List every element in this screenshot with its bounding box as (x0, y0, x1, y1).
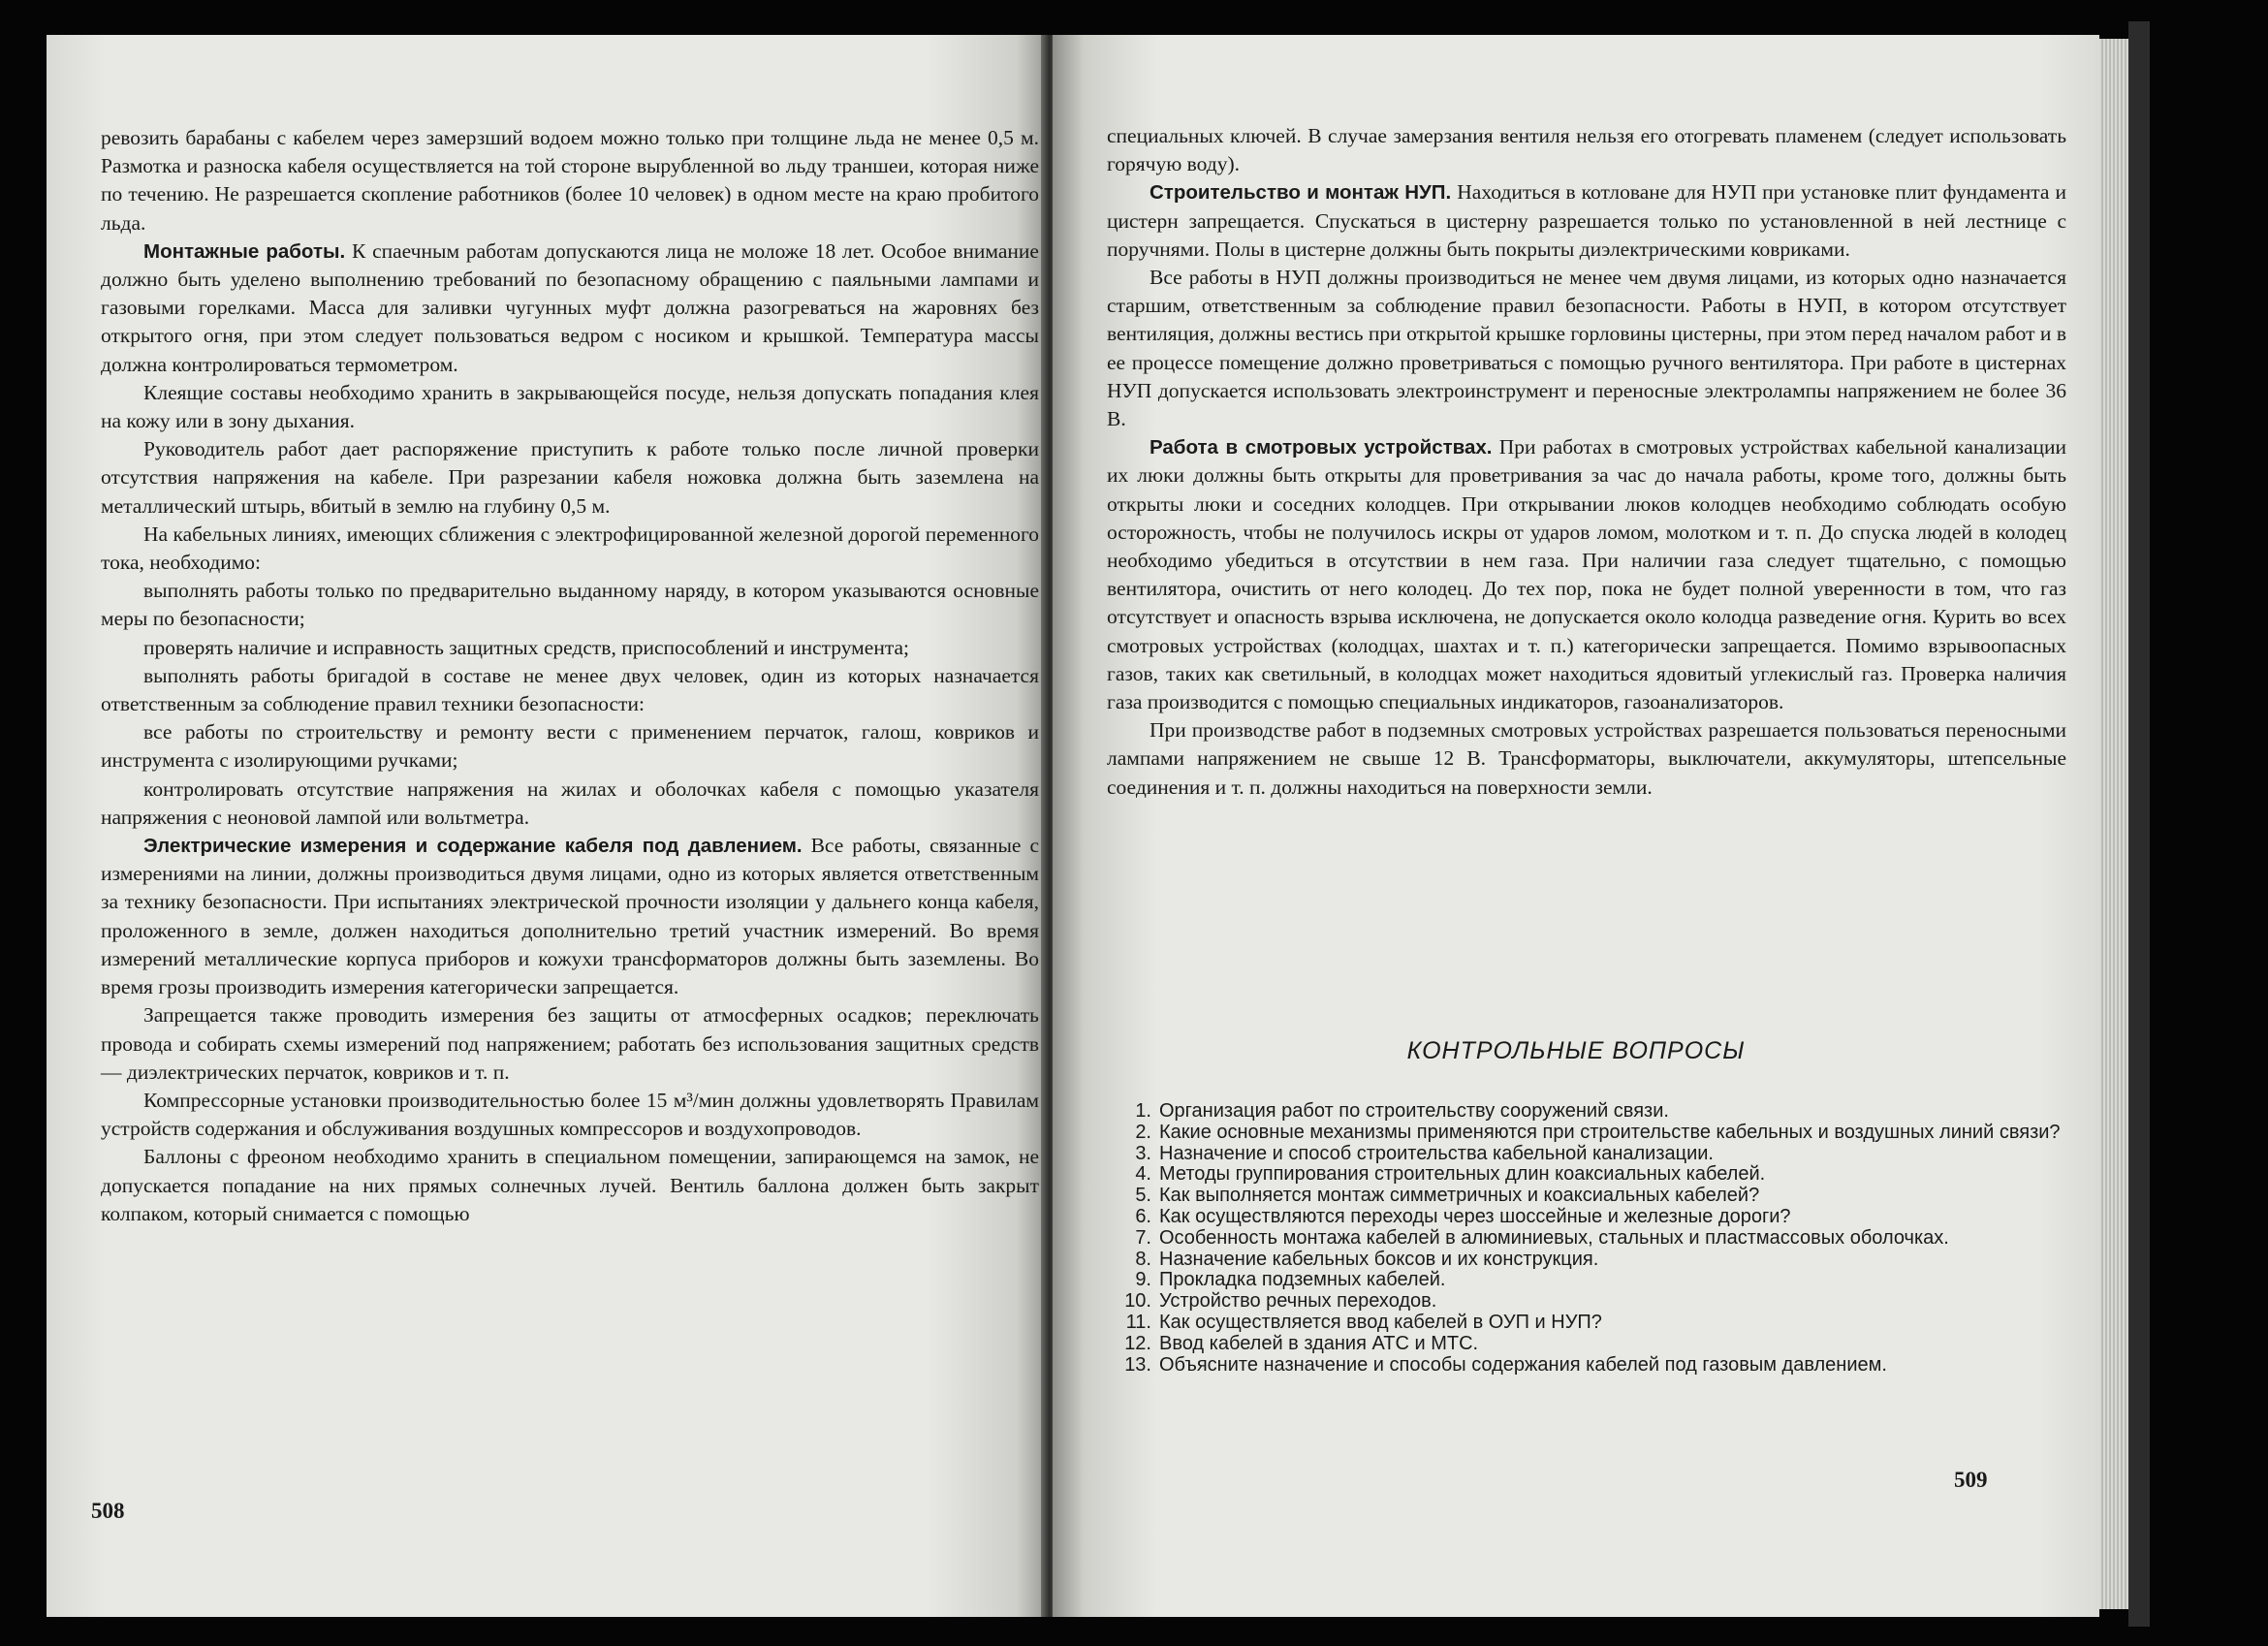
question-item (1107, 1123, 2066, 1144)
question-item (1107, 1291, 2066, 1313)
question-number: 10. (1124, 1290, 1151, 1313)
question-item (1107, 1101, 2066, 1123)
paragraph: Баллоны с фреоном необходимо хранить в специальном помещении, запирающемся на замок, не допускается попадание на них прямых солнечных лучей. Вентиль баллона должен быть закрыт колпаком, который снимается с помощью (101, 1145, 1039, 1225)
question-number: 12. (1124, 1332, 1151, 1354)
paragraph-heading: Строительство и монтаж НУП. (1150, 181, 1452, 205)
question-number: 2. (1135, 1121, 1151, 1143)
paragraph: При производстве работ в подземных смотровых устройствах разрешается пользоваться переносными лампами напряжением не свыше 12 В. Трансформаторы, выключатели, аккумуляторы, штепсельные соединения и т. п. должны находиться на поверхности земли. (1107, 718, 2066, 799)
question-item (1107, 1334, 2066, 1355)
question-number: 11. (1125, 1311, 1151, 1333)
questions-list (1107, 1101, 2066, 1376)
question-text: Как осуществляются переходы через шоссейные и железные дороги? (1159, 1205, 1791, 1227)
question-text: Объясните назначение и способы содержания кабелей под газовым давлением. (1159, 1353, 1887, 1376)
paragraph: Работа в смотровых устройствах. При работах в смотровых устройствах кабельной канализации их люки должны быть открыты для проветривания за час до начала работы, кроме того, должны быть открыты люки и соседних колодцев. При открывании люков колодцев необходимо соблюдать особую осторожность, чтобы не получилось искры от ударов ломом, молотком и т. п. До спуска людей в колодец необходимо убедиться в отсутствии в нем газа. При наличии газа следует тщательно, с помощью вентилятора, очистить от него колодец. До тех пор, пока не будет полной уверенности в том, что газ отсутствует и опасность взрыва исключена, не допускается около колодца разведение огня. Курить во всех смотровых устройствах (колодцах, шахтах и т. п.) категорически запрещается. Помимо взрывоопасных газов, таких как светильный, в колодцах может находиться ядовитый углекислый газ. Проверка наличия газа производится с помощью специальных индикаторов, газоанализаторов. (1107, 435, 2066, 714)
question-item (1107, 1270, 2066, 1291)
paragraph: Компрессорные установки производительностью более 15 м³/мин должны удовлетворять Правилам устройств содержания и обслуживания воздушных компрессоров и воздухопроводов. (101, 1088, 1039, 1141)
paragraph: Монтажные работы. К спаечным работам допускаются лица не моложе 18 лет. Особое внимание должно быть уделено выполнению требований по безопасному обращению с паяльными лампами и газовыми горелками. Масса для заливки чугунных муфт должна разогреваться на жаровнях без открытого огня, при этом следует пользоваться ведром с носиком и крышкой. Температура массы должна контролироваться термометром. (101, 238, 1039, 376)
question-text: Методы группирования строительных длин коаксиальных кабелей. (1159, 1163, 1766, 1186)
list-item: проверять наличие и исправность защитных средств, приспособлений и инструмента; (143, 635, 909, 659)
question-number: 6. (1135, 1205, 1151, 1227)
list-item: выполнять работы бригадой в составе не менее двух человек, один из которых назначается ответственным за соблюдение правил техники безопасности: (101, 663, 1039, 716)
question-number: 13. (1124, 1353, 1151, 1376)
paragraph: Запрещается также проводить измерения без защиты от атмосферных осадков; переключать провода и собирать схемы измерений под напряжением; работать без использования защитных средств — диэлектрических перчаток, ковриков и т. п. (101, 1003, 1039, 1084)
question-text: Организация работ по строительству сооружений связи. (1159, 1100, 1669, 1122)
left-page-text (101, 124, 1039, 1228)
question-item (1107, 1228, 2066, 1250)
list-item: все работы по строительству и ремонту вести с применением перчаток, галош, ковриков и инструмента с изолирующими ручками; (101, 720, 1039, 773)
question-number: 3. (1135, 1142, 1151, 1164)
question-item (1107, 1250, 2066, 1271)
question-text: Назначение кабельных боксов и их конструкция. (1159, 1248, 1599, 1270)
question-text: Какие основные механизмы применяются при строительстве кабельных и воздушных линий связи? (1159, 1121, 2061, 1143)
question-item (1107, 1164, 2066, 1186)
question-text: Особенность монтажа кабелей в алюминиевых, стальных и пластмассовых оболочках. (1159, 1226, 1949, 1249)
question-number: 5. (1135, 1185, 1151, 1207)
list-item: контролировать отсутствие напряжения на жилах и оболочках кабеля с помощью указателя напряжения с неоновой лампой или вольтметра. (101, 776, 1039, 829)
right-page (1053, 35, 2099, 1617)
page-number: 508 (91, 1499, 125, 1523)
paragraph: Строительство и монтаж НУП. Находиться в котловане для НУП при установке плит фундамента и цистерн запрещается. Спускаться в цистерну разрешается только по установленной в ней лестнице с поручнями. Полы в цистерне должны быть покрыты диэлектрическими ковриками. (1107, 180, 2067, 261)
question-text: Как выполняется монтаж симметричных и коаксиальных кабелей? (1159, 1185, 1760, 1207)
question-number: 4. (1135, 1163, 1151, 1186)
right-page-text (1107, 122, 2066, 802)
paragraph: Клеящие составы необходимо хранить в закрывающейся посуде, нельзя допускать попадания клея на кожу или в зону дыхания. (101, 380, 1039, 433)
question-text: Ввод кабелей в здания АТС и МТС. (1159, 1332, 1479, 1354)
question-text: Устройство речных переходов. (1159, 1290, 1437, 1313)
question-item (1107, 1355, 2066, 1377)
page-edges (2099, 39, 2128, 1609)
question-item (1107, 1313, 2066, 1334)
question-number: 8. (1135, 1248, 1151, 1270)
paragraph: Все работы в НУП должны производиться не менее чем двумя лицами, из которых одно назначается старшим, ответственным за соблюдение правил безопасности. Работы в НУП, в котором отсутствует вентиляция, должны вестись при открытой крышке горловины цистерны, при этом перед началом работ и в ее процессе помещение должно проветриваться с помощью ручного вентилятора. При работе в цистернах НУП допускается использовать электроинструмент и переносные электролампы напряжением не более 36 В. (1107, 266, 2066, 431)
paragraph: Электрические измерения и содержание кабеля под давлением. Все работы, связанные с измерениями на линии, должны производиться двумя лицами, одно из которых является ответственным за технику безопасности. При испытаниях электрической прочности изоляции у дальнего конца кабеля, проложенного в земле, должен находиться дополнительно третий участник измерений. Во время измерений металлические корпуса приборов и кожухи трансформаторов должны быть заземлены. Во время грозы производить измерения категорически запрещается. (101, 834, 1039, 999)
list-item: выполнять работы только по предварительно выданному наряду, в котором указываются основные меры по безопасности; (101, 579, 1039, 631)
paragraph-heading: Работа в смотровых устройствах. (1150, 436, 1493, 459)
question-number: 9. (1135, 1269, 1151, 1291)
paragraph: Руководитель работ дает распоряжение приступить к работе только после личной проверки отсутствия напряжения на кабеле. При разрезании кабеля ножовка должна быть заземлена на металлический штырь, вбитый в землю на глубину 0,5 м. (101, 437, 1039, 518)
question-number: 7. (1135, 1226, 1151, 1249)
paragraph-heading: Электрические измерения и содержание кабеля под давлением. (143, 835, 803, 858)
paragraph: специальных ключей. В случае замерзания вентиля нельзя его отогревать пламенем (следует использовать горячую воду). (1107, 124, 2066, 176)
book-cover (2128, 21, 2150, 1627)
question-text: Прокладка подземных кабелей. (1159, 1269, 1446, 1291)
question-text: Как осуществляется ввод кабелей в ОУП и НУП? (1159, 1311, 1602, 1333)
question-number: 1. (1135, 1100, 1151, 1122)
paragraph-heading: Монтажные работы. (143, 239, 346, 263)
paragraph: На кабельных линиях, имеющих сближения с электрофицированной железной дорогой переменного тока, необходимо: (101, 522, 1039, 575)
question-item (1107, 1186, 2066, 1207)
section-heading: КОНТРОЛЬНЫЕ ВОПРОСЫ (1406, 1037, 1746, 1064)
question-item (1107, 1207, 2066, 1228)
question-text: Назначение и способ строительства кабельной канализации. (1159, 1142, 1714, 1164)
paragraph: ревозить барабаны с кабелем через замерзший водоем можно только при толщине льда не менее 0,5 м. Размотка и разноска кабеля осуществляется на той стороне вырубленной во льду траншеи, которая ниже по течению. Не разрешается скопление работников (более 10 человек) в одном месте на краю пробитого льда. (101, 126, 1039, 235)
page-number: 509 (1954, 1468, 1988, 1492)
left-page (47, 35, 1047, 1617)
question-item (1107, 1144, 2066, 1165)
